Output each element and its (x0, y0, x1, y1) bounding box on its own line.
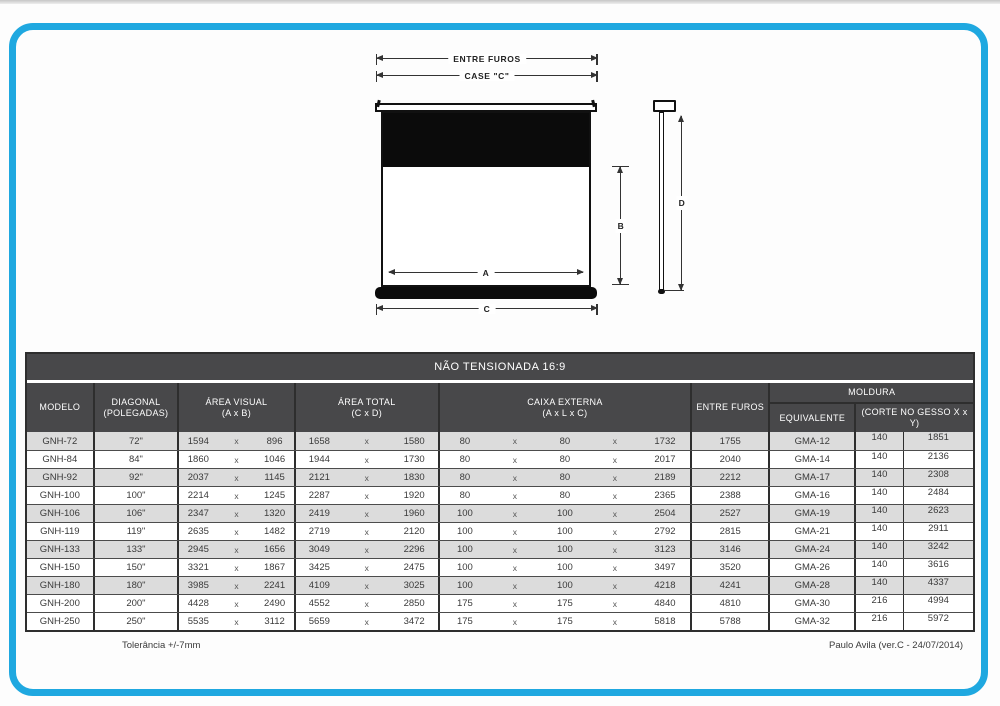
b-label: B (617, 220, 625, 231)
cell-modelo: GNH-150 (27, 559, 95, 576)
cell-area-visual (179, 559, 295, 576)
table-row (27, 594, 973, 612)
cell-av-sep: x (234, 562, 239, 573)
cell-corte-x: 140 (871, 559, 888, 570)
cell-diagonal: 119" (95, 523, 180, 540)
cell-ce-sep1: x (512, 508, 518, 519)
cell-entre-furos: 4810 (692, 595, 771, 612)
cell-entre-furos: 2212 (692, 469, 771, 486)
cell-at-c: 2419 (308, 508, 330, 519)
cell-area-visual (179, 432, 295, 450)
header-equivalente: EQUIVALENTE (770, 404, 856, 432)
cell-equivalente: GMA-12 (770, 432, 856, 450)
cell-at-sep: x (364, 490, 369, 501)
cell-entre-furos: 2527 (692, 505, 771, 522)
cell-av-sep: x (234, 454, 239, 465)
cell-entre-furos: 2040 (692, 451, 771, 468)
cell-av-sep: x (234, 490, 239, 501)
cell-ce-l: 80 (559, 454, 571, 465)
cell-entre-furos: 5788 (692, 613, 771, 630)
cell-diagonal: 250" (95, 613, 180, 630)
cell-at-c: 2287 (308, 490, 330, 501)
cell-av-b: 2241 (263, 580, 286, 591)
cell-area-total (296, 487, 440, 504)
cell-caixa-externa (440, 505, 692, 522)
cell-area-total (296, 541, 440, 558)
cell-modelo: GNH-72 (27, 432, 95, 450)
cell-at-c: 4552 (308, 598, 330, 609)
cell-corte-y: 2623 (903, 505, 973, 522)
cell-corte-y: 4337 (903, 577, 973, 594)
cell-av-sep: x (234, 544, 239, 555)
cell-corte-gesso (856, 613, 973, 630)
cell-ce-a: 100 (456, 508, 473, 519)
cell-av-a: 2635 (187, 526, 209, 537)
dim-a (389, 268, 583, 278)
cell-av-sep: x (234, 508, 239, 519)
cell-at-d: 1730 (403, 454, 425, 465)
cell-diagonal: 180" (95, 577, 180, 594)
cell-ce-c: 4840 (654, 598, 676, 609)
cell-equivalente: GMA-16 (770, 487, 856, 504)
cell-av-a: 1594 (187, 435, 209, 447)
cell-area-total (296, 523, 440, 540)
table-title: NÃO TENSIONADA 16:9 (434, 361, 566, 373)
cell-av-sep: x (234, 598, 239, 609)
cell-diagonal: 84" (95, 451, 180, 468)
cell-ce-l: 175 (556, 598, 573, 609)
a-label: A (478, 268, 495, 278)
cell-at-d: 1960 (403, 508, 425, 519)
header-area-total: ÁREA TOTAL (C x D) (296, 383, 440, 432)
cell-av-sep: x (234, 472, 239, 483)
cell-ce-a: 100 (456, 526, 473, 537)
header-diagonal: DIAGONAL (POLEGADAS) (95, 383, 180, 432)
cell-area-visual (179, 523, 295, 540)
d-label: D (678, 198, 686, 208)
cell-ce-a: 80 (459, 435, 471, 447)
screen-black-drop (383, 113, 589, 167)
cell-at-d: 2120 (403, 526, 425, 537)
cell-area-total (296, 595, 440, 612)
cell-equivalente: GMA-28 (770, 577, 856, 594)
cell-diagonal: 133" (95, 541, 180, 558)
header-caixa-externa: CAIXA EXTERNA (A x L x C) (440, 383, 692, 432)
cell-ce-c: 5818 (654, 616, 676, 627)
cell-corte-y: 2136 (903, 451, 973, 468)
cell-av-sep: x (234, 580, 239, 591)
cell-area-visual (179, 541, 295, 558)
cell-diagonal: 72" (95, 432, 180, 450)
cell-ce-sep1: x (512, 454, 518, 465)
cell-ce-sep2: x (612, 544, 618, 555)
cell-at-d: 2850 (403, 598, 425, 609)
cell-equivalente: GMA-14 (770, 451, 856, 468)
cell-corte-x: 216 (871, 613, 888, 624)
cell-at-d: 3472 (403, 616, 425, 627)
cell-at-sep: x (364, 454, 369, 465)
cell-corte-x: 140 (871, 451, 888, 462)
cell-entre-furos: 1755 (692, 432, 771, 450)
cell-av-a: 4428 (187, 598, 209, 609)
cell-diagonal: 92" (95, 469, 180, 486)
cell-at-sep: x (364, 526, 369, 537)
table-row (27, 468, 973, 486)
cell-caixa-externa (440, 541, 692, 558)
cell-equivalente: GMA-24 (770, 541, 856, 558)
dim-case-c (377, 71, 597, 81)
cell-corte-x: 140 (871, 487, 888, 498)
table-title-band (27, 354, 973, 380)
cell-at-d: 2296 (403, 544, 425, 555)
cell-equivalente: GMA-17 (770, 469, 856, 486)
cell-ce-sep2: x (612, 580, 618, 591)
table-header (27, 383, 973, 432)
cell-at-c: 5659 (308, 616, 330, 627)
table-row (27, 558, 973, 576)
cell-corte-y: 2911 (903, 523, 973, 540)
cell-ce-l: 100 (556, 526, 573, 537)
cell-ce-a: 80 (459, 454, 471, 465)
cell-corte-y: 3616 (903, 559, 973, 576)
cell-av-b: 896 (266, 435, 283, 447)
cell-corte-gesso (856, 469, 973, 486)
cell-entre-furos: 4241 (692, 577, 771, 594)
cell-ce-c: 3123 (654, 544, 676, 555)
cell-area-visual (179, 451, 295, 468)
cell-ce-sep2: x (612, 454, 618, 465)
cell-ce-a: 100 (456, 580, 473, 591)
header-area-visual: ÁREA VISUAL (A x B) (179, 383, 295, 432)
cell-area-total (296, 432, 440, 450)
cell-av-a: 2214 (187, 490, 209, 501)
cell-ce-l: 100 (556, 544, 573, 555)
cell-av-a: 3985 (187, 580, 209, 591)
cell-at-c: 4109 (308, 580, 330, 591)
cell-caixa-externa (440, 451, 692, 468)
cell-av-a: 2347 (187, 508, 209, 519)
cell-at-sep: x (364, 508, 369, 519)
case-mount-tab-left (376, 100, 380, 107)
table-row (27, 486, 973, 504)
cell-caixa-externa (440, 523, 692, 540)
cell-ce-c: 2189 (654, 472, 676, 483)
cell-at-c: 1658 (308, 435, 330, 447)
cell-at-sep: x (364, 580, 369, 591)
cell-ce-c: 2365 (654, 490, 676, 501)
cell-ce-sep1: x (512, 436, 518, 446)
cell-av-b: 1245 (263, 490, 286, 501)
table-row (27, 522, 973, 540)
cell-ce-a: 175 (456, 598, 473, 609)
cell-equivalente: GMA-30 (770, 595, 856, 612)
cell-ce-sep2: x (612, 490, 618, 501)
cell-av-sep: x (234, 526, 239, 537)
cell-corte-y: 2308 (903, 469, 973, 486)
header-moldura: MOLDURA (770, 383, 972, 404)
cell-caixa-externa (440, 595, 692, 612)
cell-ce-c: 4218 (654, 580, 676, 591)
cell-corte-gesso (856, 541, 973, 558)
header-moldura-group (770, 383, 972, 432)
cell-corte-gesso (856, 577, 973, 594)
cell-corte-gesso (856, 432, 973, 450)
cell-av-b: 1482 (263, 526, 286, 537)
cell-corte-gesso (856, 523, 973, 540)
cell-ce-c: 1732 (654, 435, 676, 447)
cell-corte-x: 140 (871, 469, 888, 480)
cell-corte-x: 216 (871, 595, 888, 606)
cell-corte-y: 5972 (903, 613, 973, 630)
side-view-pole (659, 112, 664, 291)
cell-ce-c: 2017 (654, 454, 676, 465)
cell-modelo: GNH-84 (27, 451, 95, 468)
cell-at-c: 3049 (308, 544, 330, 555)
cell-corte-gesso (856, 559, 973, 576)
footer-tolerance: Tolerância +/-7mm (122, 640, 201, 651)
dim-b (617, 167, 625, 284)
cell-ce-a: 100 (456, 544, 473, 555)
cell-at-d: 3025 (403, 580, 425, 591)
cell-entre-furos: 2815 (692, 523, 771, 540)
cell-ce-sep1: x (512, 616, 518, 627)
cell-corte-x: 140 (871, 523, 888, 534)
cell-corte-y: 4994 (903, 595, 973, 612)
cell-ce-sep1: x (512, 472, 518, 483)
cell-corte-x: 140 (871, 541, 888, 552)
cell-av-b: 1145 (264, 472, 285, 483)
cell-av-b: 1656 (263, 544, 286, 555)
spec-table (25, 352, 975, 632)
cell-area-visual (179, 505, 295, 522)
cell-ce-l: 100 (556, 580, 573, 591)
cell-entre-furos: 3146 (692, 541, 771, 558)
cell-entre-furos: 3520 (692, 559, 771, 576)
cell-caixa-externa (440, 469, 692, 486)
cell-av-sep: x (234, 436, 239, 446)
cell-corte-y: 2484 (903, 487, 973, 504)
cell-av-a: 2037 (187, 472, 209, 483)
cell-ce-sep2: x (612, 472, 618, 483)
cell-av-b: 1046 (263, 454, 286, 465)
screen-bottom-bar (375, 287, 597, 299)
cell-at-sep: x (364, 472, 369, 483)
cell-ce-sep2: x (612, 598, 618, 609)
cell-equivalente: GMA-26 (770, 559, 856, 576)
cell-ce-c: 2792 (654, 526, 676, 537)
cell-av-b: 1320 (263, 508, 286, 519)
cell-modelo: GNH-200 (27, 595, 95, 612)
cell-modelo: GNH-180 (27, 577, 95, 594)
cell-av-b: 2490 (263, 598, 286, 609)
cell-ce-c: 3497 (654, 562, 676, 573)
dim-d (678, 116, 686, 290)
table-row (27, 432, 973, 450)
table-row (27, 612, 973, 630)
cell-corte-x: 140 (871, 432, 888, 443)
header-modelo: MODELO (27, 383, 95, 432)
cell-corte-x: 140 (871, 505, 888, 516)
cell-ce-c: 2504 (654, 508, 676, 519)
cell-corte-gesso (856, 487, 973, 504)
cell-diagonal: 200" (95, 595, 180, 612)
cell-equivalente: GMA-21 (770, 523, 856, 540)
cell-at-d: 1920 (403, 490, 425, 501)
cell-ce-sep1: x (512, 490, 518, 501)
table-row (27, 540, 973, 558)
side-view-case (653, 100, 676, 112)
cell-modelo: GNH-133 (27, 541, 95, 558)
cell-ce-sep1: x (512, 598, 518, 609)
cell-caixa-externa (440, 432, 692, 450)
cell-modelo: GNH-100 (27, 487, 95, 504)
cell-ce-sep2: x (612, 508, 618, 519)
cell-diagonal: 106" (95, 505, 180, 522)
cell-modelo: GNH-92 (27, 469, 95, 486)
cell-ce-sep2: x (612, 562, 618, 573)
cell-ce-a: 175 (456, 616, 473, 627)
table-row (27, 450, 973, 468)
cell-modelo: GNH-106 (27, 505, 95, 522)
entre-furos-label: ENTRE FUROS (448, 54, 526, 64)
cell-area-total (296, 505, 440, 522)
cell-ce-sep1: x (512, 526, 518, 537)
cell-modelo: GNH-119 (27, 523, 95, 540)
cell-corte-gesso (856, 595, 973, 612)
cell-ce-l: 80 (559, 472, 571, 483)
top-edge-strip (0, 0, 1000, 4)
cell-at-sep: x (364, 562, 369, 573)
cell-at-d: 1830 (403, 472, 425, 483)
cell-corte-gesso (856, 505, 973, 522)
table-row (27, 504, 973, 522)
cell-av-b: 1867 (263, 562, 286, 573)
cell-area-visual (179, 595, 295, 612)
footer-credit: Paulo Avila (ver.C - 24/07/2014) (829, 640, 963, 651)
cell-at-c: 1944 (308, 454, 330, 465)
table-body (27, 432, 973, 630)
cell-entre-furos: 2388 (692, 487, 771, 504)
cell-diagonal: 100" (95, 487, 180, 504)
cell-av-a: 2945 (187, 544, 209, 555)
cell-ce-sep1: x (512, 580, 518, 591)
c-label: C (479, 304, 496, 314)
screen-viewing-area (381, 111, 591, 287)
cell-av-a: 5535 (187, 616, 209, 627)
cell-caixa-externa (440, 577, 692, 594)
header-corte-gesso: (CORTE NO GESSO X x Y) (861, 407, 968, 428)
cell-ce-a: 80 (459, 490, 471, 501)
cell-modelo: GNH-250 (27, 613, 95, 630)
cell-av-a: 3321 (187, 562, 209, 573)
cell-corte-gesso (856, 451, 973, 468)
cell-ce-sep1: x (512, 544, 518, 555)
cell-caixa-externa (440, 487, 692, 504)
cell-ce-sep2: x (612, 436, 618, 446)
cell-ce-sep2: x (612, 616, 618, 627)
cell-ce-sep2: x (612, 526, 618, 537)
cell-caixa-externa (440, 613, 692, 630)
cell-at-d: 1580 (403, 435, 425, 447)
cell-corte-y: 1851 (903, 432, 973, 450)
dim-entre-furos (377, 54, 597, 64)
cell-ce-l: 175 (556, 616, 573, 627)
case-c-label: CASE "C" (460, 71, 515, 81)
cell-corte-x: 140 (871, 577, 888, 588)
cell-equivalente: GMA-32 (770, 613, 856, 630)
cell-ce-l: 100 (556, 562, 573, 573)
cell-area-visual (179, 469, 295, 486)
cell-area-total (296, 577, 440, 594)
cell-ce-l: 80 (559, 490, 571, 501)
cell-diagonal: 150" (95, 559, 180, 576)
cell-at-sep: x (364, 616, 369, 627)
cell-area-total (296, 469, 440, 486)
cell-area-total (296, 559, 440, 576)
cell-area-total (296, 451, 440, 468)
cell-at-c: 2121 (308, 472, 330, 483)
cell-area-total (296, 613, 440, 630)
cell-at-c: 3425 (308, 562, 330, 573)
cell-caixa-externa (440, 559, 692, 576)
cell-corte-y: 3242 (903, 541, 973, 558)
cell-at-sep: x (364, 544, 369, 555)
table-row (27, 576, 973, 594)
header-entre-furos: ENTRE FUROS (692, 383, 771, 432)
cell-av-b: 3112 (264, 616, 285, 627)
cell-area-visual (179, 577, 295, 594)
cell-ce-l: 80 (559, 435, 571, 447)
cell-ce-a: 80 (459, 472, 471, 483)
cell-equivalente: GMA-19 (770, 505, 856, 522)
cell-at-sep: x (364, 598, 369, 609)
cell-ce-a: 100 (456, 562, 473, 573)
cell-area-visual (179, 613, 295, 630)
cell-av-sep: x (234, 616, 239, 627)
cell-at-c: 2719 (308, 526, 330, 537)
cell-ce-sep1: x (512, 562, 518, 573)
cell-area-visual (179, 487, 295, 504)
cell-at-sep: x (364, 436, 369, 446)
cell-at-d: 2475 (403, 562, 425, 573)
cell-ce-l: 100 (556, 508, 573, 519)
dim-c (377, 304, 597, 314)
cell-av-a: 1860 (187, 454, 209, 465)
